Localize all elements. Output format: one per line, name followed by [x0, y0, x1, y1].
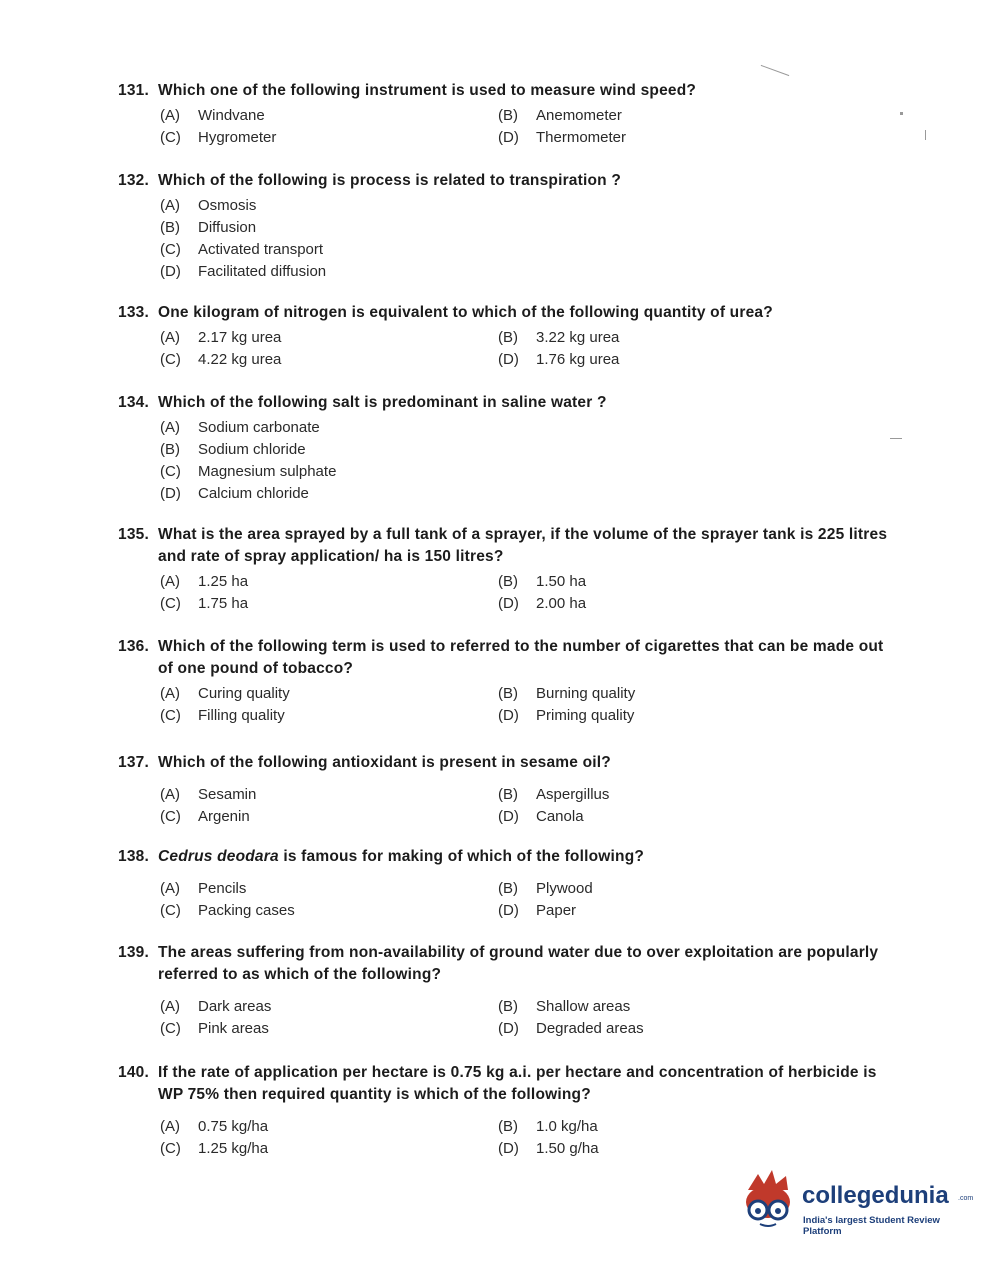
option-c: (C) Magnesium sulphate — [160, 463, 337, 480]
question-text: Which of the following term is used to referred to the number of cigarettes that can be made out of one pound of tobacco? — [158, 638, 884, 677]
option-d: (D) 1.76 kg urea — [498, 351, 620, 368]
question-number: 135. — [118, 526, 149, 543]
option-c: (C) 4.22 kg urea — [160, 351, 282, 368]
question-text: If the rate of application per hectare is 0.75 kg a.i. per hectare and concentration of herbicide is WP 75% then required quantity is which of the following? — [158, 1064, 877, 1103]
option-c: (C) Packing cases — [160, 902, 295, 919]
question-132 — [118, 170, 898, 283]
question-text: Cedrus deodara is famous for making of which of the following? — [158, 848, 645, 865]
logo-wordmark: collegedunia — [802, 1182, 949, 1209]
option-a: (A) Sodium carbonate — [160, 419, 320, 436]
question-number: 132. — [118, 172, 149, 189]
logo-tagline: India's largest Student Review Platform — [803, 1215, 940, 1237]
option-a: (A) Pencils — [160, 880, 247, 897]
species-name: Cedrus deodara — [158, 848, 279, 865]
question-number: 138. — [118, 848, 149, 865]
option-b: (B) Plywood — [498, 880, 593, 897]
option-b: (B) Shallow areas — [498, 998, 631, 1015]
question-140 — [118, 1062, 898, 1160]
option-d: (D) Facilitated diffusion — [160, 263, 327, 280]
option-b: (B) Sodium chloride — [160, 441, 306, 458]
option-a: (A) Sesamin — [160, 786, 257, 803]
option-d: (D) Degraded areas — [498, 1020, 644, 1037]
question-number: 140. — [118, 1064, 149, 1081]
question-text: The areas suffering from non-availability of ground water due to over exploitation are popularly referred to as which of the following? — [158, 944, 879, 983]
question-number: 136. — [118, 638, 149, 655]
question-text: One kilogram of nitrogen is equivalent to which of the following quantity of urea? — [158, 304, 773, 321]
option-a: (A) Windvane — [160, 107, 265, 124]
option-a: (A) Dark areas — [160, 998, 272, 1015]
option-a: (A) Curing quality — [160, 685, 290, 702]
option-c: (C) 1.75 ha — [160, 595, 249, 612]
option-c: (C) Activated transport — [160, 241, 324, 258]
question-text: Which one of the following instrument is used to measure wind speed? — [158, 82, 697, 99]
option-b: (B) 1.0 kg/ha — [498, 1118, 598, 1135]
question-135 — [118, 524, 898, 615]
question-139 — [118, 942, 898, 1040]
option-b: (B) 3.22 kg urea — [498, 329, 620, 346]
question-number: 131. — [118, 82, 149, 99]
collegedunia-logo[interactable] — [740, 1168, 974, 1238]
option-a: (A) Osmosis — [160, 197, 257, 214]
question-138 — [118, 846, 898, 922]
option-c: (C) 1.25 kg/ha — [160, 1140, 269, 1157]
option-d: (D) Priming quality — [498, 707, 635, 724]
option-a: (A) 1.25 ha — [160, 573, 249, 590]
question-131 — [118, 80, 898, 149]
question-number: 133. — [118, 304, 149, 321]
option-b: (B) Aspergillus — [498, 786, 610, 803]
question-text: Which of the following salt is predominant in saline water ? — [158, 394, 607, 411]
question-134 — [118, 392, 898, 505]
question-number: 137. — [118, 754, 149, 771]
question-text: What is the area sprayed by a full tank of a sprayer, if the volume of the sprayer tank is 225 litres and rate of spray application/ ha is 150 litres? — [158, 526, 888, 565]
scan-mark — [890, 438, 902, 439]
question-text: Which of the following is process is related to transpiration ? — [158, 172, 622, 189]
question-number: 139. — [118, 944, 149, 961]
option-d: (D) 1.50 g/ha — [498, 1140, 599, 1157]
option-d: (D) 2.00 ha — [498, 595, 587, 612]
question-136 — [118, 636, 898, 727]
logo-domain: .com — [958, 1195, 974, 1202]
question-text: Which of the following antioxidant is present in sesame oil? — [158, 754, 611, 771]
scan-mark — [900, 112, 903, 115]
scan-mark — [761, 65, 790, 76]
option-d: (D) Canola — [498, 808, 584, 825]
option-d: (D) Calcium chloride — [160, 485, 309, 502]
question-137 — [118, 752, 898, 828]
option-d: (D) Paper — [498, 902, 577, 919]
option-b: (B) Anemometer — [498, 107, 622, 124]
mascot-icon — [740, 1168, 800, 1232]
option-c: (C) Pink areas — [160, 1020, 269, 1037]
option-c: (C) Argenin — [160, 808, 250, 825]
option-d: (D) Thermometer — [498, 129, 627, 146]
option-a: (A) 0.75 kg/ha — [160, 1118, 269, 1135]
option-b: (B) Diffusion — [160, 219, 257, 236]
question-133 — [118, 302, 898, 371]
question-number: 134. — [118, 394, 149, 411]
scan-mark — [925, 130, 926, 140]
option-c: (C) Filling quality — [160, 707, 285, 724]
option-c: (C) Hygrometer — [160, 129, 277, 146]
option-a: (A) 2.17 kg urea — [160, 329, 282, 346]
option-b: (B) 1.50 ha — [498, 573, 587, 590]
option-b: (B) Burning quality — [498, 685, 636, 702]
